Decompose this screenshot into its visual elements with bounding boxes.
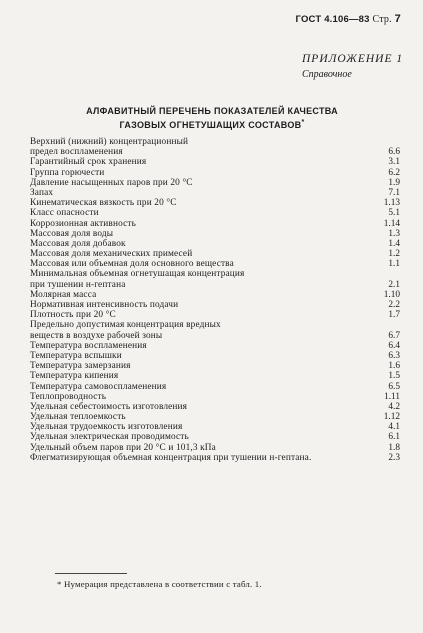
index-term: Теплопроводность (30, 391, 107, 402)
index-clause-number: 3.1 (388, 157, 400, 168)
index-row (30, 453, 400, 463)
index-row (30, 147, 400, 157)
index-clause-number: 7.1 (388, 187, 400, 198)
index-clause-number: 4.2 (388, 401, 400, 412)
index-row (30, 249, 400, 259)
index-term: Массовая доля добавок (30, 238, 126, 249)
title-footnote-mark: * (301, 119, 305, 126)
index-term: Плотность при 20 °С (30, 310, 116, 321)
index-row (30, 137, 400, 147)
index-clause-number: 1.3 (388, 228, 400, 239)
index-row (30, 188, 400, 198)
index-clause-number: 6.5 (388, 381, 400, 392)
index-row (30, 259, 400, 269)
index-clause-number: 1.6 (388, 361, 400, 372)
index-row (30, 178, 400, 188)
page-label: Стр. (372, 14, 392, 25)
index-term: Температура вспышки (30, 350, 122, 361)
index-term: Флегматизирующая объемная концентрация при тушении н-гептана. (30, 452, 312, 463)
index-clause-number: 2.1 (388, 279, 400, 290)
index-row (30, 351, 400, 361)
index-term: Запах (30, 187, 54, 198)
index-row (30, 219, 400, 229)
index-term: Молярная масса (30, 289, 97, 300)
index-clause-number: 6.2 (388, 167, 400, 178)
index-clause-number: 1.10 (383, 289, 400, 300)
index-clause-number: 1.13 (383, 198, 400, 209)
index-row (30, 280, 400, 290)
index-term: при тушении н-гептана (30, 279, 126, 290)
index-clause-number: 1.8 (388, 442, 400, 453)
index-term: Удельная трудоемкость изготовления (30, 422, 183, 433)
index-term: веществ в воздухе рабочей зоны (30, 330, 163, 341)
index-row (30, 341, 400, 351)
index-clause-number: 6.6 (388, 147, 400, 158)
index-term: Массовая доля механических примесей (30, 249, 193, 260)
index-term: предел воспламенения (30, 147, 123, 158)
index-row (30, 290, 400, 300)
index-term: Гарантийный срок хранения (30, 157, 147, 168)
index-row (30, 422, 400, 432)
index-row (30, 382, 400, 392)
index-row (30, 392, 400, 402)
index-clause-number: 2.3 (388, 452, 400, 463)
index-clause-number: 1.2 (388, 249, 400, 260)
index-clause-number: 2.2 (388, 300, 400, 310)
title-line-1: АЛФАВИТНЫЙ ПЕРЕЧЕНЬ ПОКАЗАТЕЛЕЙ КАЧЕСТВА (86, 106, 338, 116)
index-clause-number: 1.11 (384, 391, 400, 402)
index-clause-number: 6.7 (388, 330, 400, 341)
index-row (30, 239, 400, 249)
standard-number: ГОСТ 4.106—83 (295, 14, 370, 25)
index-term: Температура самовоспламенения (30, 381, 167, 392)
index-row (30, 198, 400, 208)
document-title (52, 104, 372, 132)
index-term: Температура кипения (30, 371, 119, 382)
index-clause-number: 1.4 (388, 238, 400, 249)
index-term: Группа горючести (30, 167, 105, 178)
index-clause-number: 6.3 (388, 350, 400, 361)
footnote: * Нумерация представлена в соответствии с табл. 1. (57, 579, 262, 589)
index-row (30, 443, 400, 453)
index-term: Удельная себестоимость изготовления (30, 401, 188, 412)
index-row (30, 371, 400, 381)
index-term: Коррозионная активность (30, 218, 136, 229)
index-row (30, 320, 400, 330)
index-clause-number: 5.1 (388, 208, 400, 219)
index-clause-number: 1.7 (388, 310, 400, 321)
index-row (30, 432, 400, 442)
index-row (30, 310, 400, 320)
index-row (30, 168, 400, 178)
index-term: Массовая или объемная доля основного вещества (30, 259, 234, 270)
index-clause-number: 1.14 (383, 218, 400, 229)
title-line-2-text: ГАЗОВЫХ ОГНЕТУШАЩИХ СОСТАВОВ (119, 120, 302, 130)
index-term: Массовая доля воды (30, 228, 114, 239)
index-term: Кинематическая вязкость при 20 °С (30, 198, 177, 209)
index-term: Верхний (нижний) концентрационный (30, 137, 189, 147)
appendix-title: ПРИЛОЖЕНИЕ 1 (302, 53, 404, 65)
index-clause-number: 6.4 (388, 340, 400, 351)
index-list (30, 137, 400, 463)
index-term: Удельная электрическая проводимость (30, 432, 189, 443)
index-term: Класс опасности (30, 208, 99, 219)
index-clause-number: 1.9 (388, 177, 400, 188)
index-term: Минимальная объемная огнетушащая концентрация (30, 269, 245, 280)
index-row (30, 412, 400, 422)
index-clause-number: 6.1 (388, 432, 400, 443)
index-clause-number: 4.1 (388, 422, 400, 433)
index-row (30, 402, 400, 412)
index-clause-number: 1.1 (388, 259, 400, 270)
title-line-2 (52, 118, 372, 132)
index-term: Температура воспламенения (30, 340, 147, 351)
index-row (30, 300, 400, 310)
index-term: Давление насыщенных паров при 20 °С (30, 177, 193, 188)
index-row (30, 208, 400, 218)
index-clause-number: 1.12 (383, 412, 400, 423)
index-term: Предельно допустимая концентрация вредных (30, 320, 221, 331)
index-row (30, 229, 400, 239)
index-term: Нормативная интенсивность подачи (30, 300, 179, 310)
page-number: 7 (394, 13, 401, 25)
page-header (295, 13, 401, 25)
index-row (30, 361, 400, 371)
index-clause-number: 1.5 (388, 371, 400, 382)
index-term: Температура замерзания (30, 361, 131, 372)
index-row (30, 157, 400, 167)
appendix-kind: Справочное (302, 69, 352, 80)
index-row (30, 331, 400, 341)
index-term: Удельная теплоемкость (30, 412, 126, 423)
index-term: Удельный объем паров при 20 °С и 101,3 кПа (30, 442, 216, 453)
footnote-divider (55, 573, 127, 574)
index-row (30, 269, 400, 279)
